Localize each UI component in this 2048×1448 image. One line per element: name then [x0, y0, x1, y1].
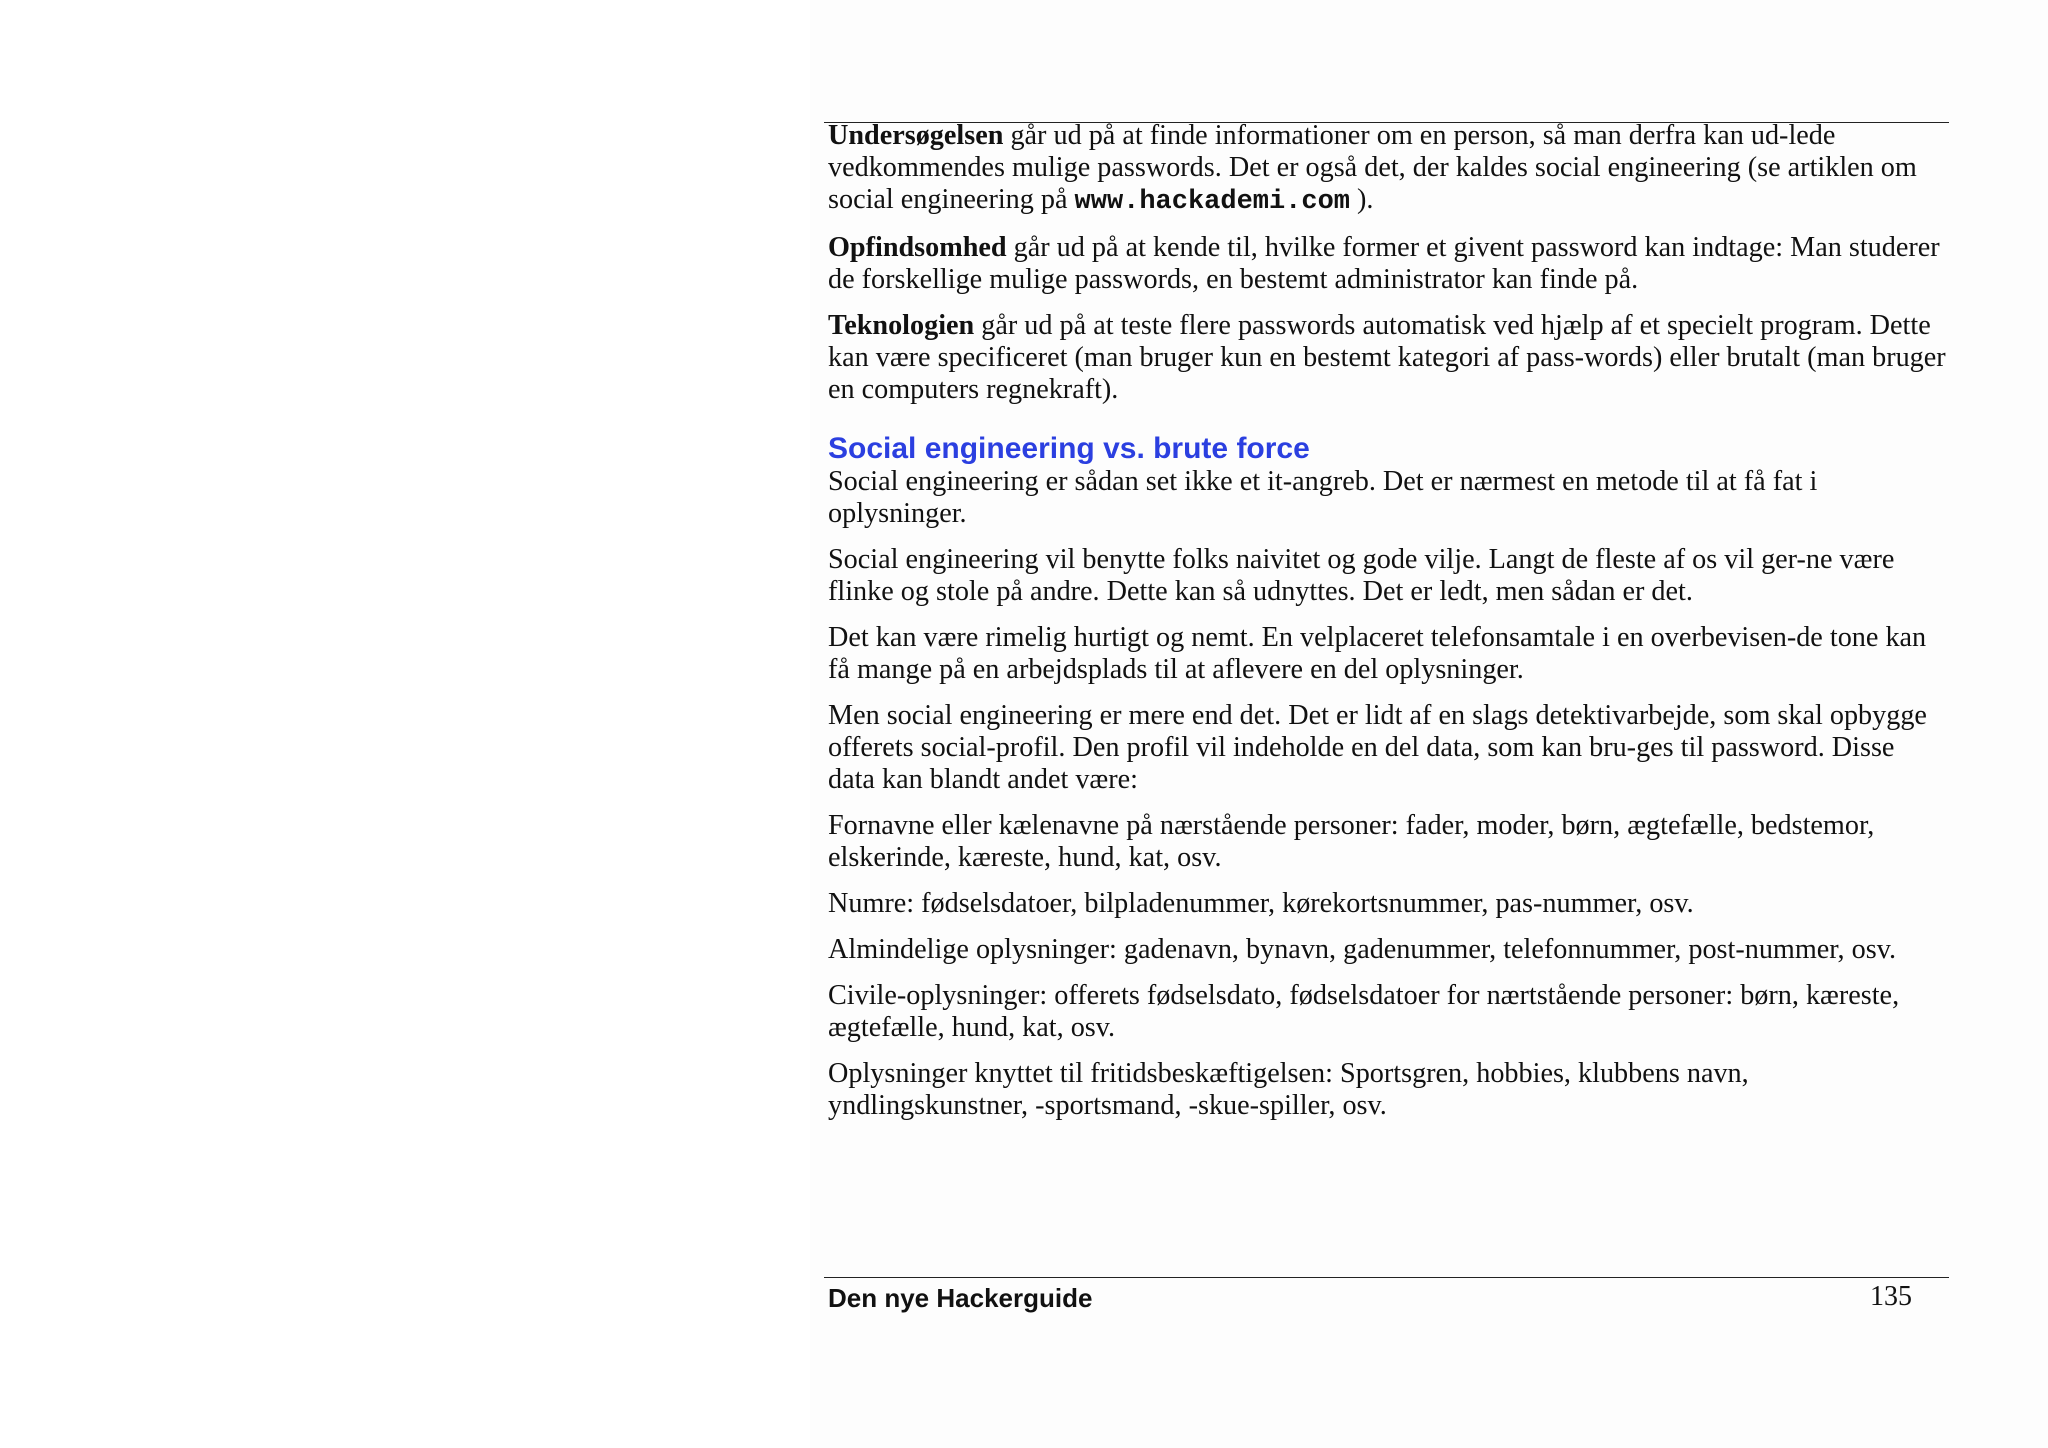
text-undersoegelsen-2: ).: [1350, 184, 1374, 215]
term-opfindsomhed: Opfindsomhed: [828, 232, 1007, 263]
term-teknologien: Teknologien: [828, 310, 975, 341]
footer-rule: [824, 1277, 1949, 1278]
page-body: [828, 120, 1948, 1136]
text-opfindsomhed: går ud på at kende til, hvilke former et givent password kan indtage: Man studerer de forskellige mulige passwords, en bestemt administrator kan finde på.: [828, 232, 1940, 295]
paragraph-teknologien: [828, 310, 1948, 406]
footer-book-title: Den nye Hackerguide: [828, 1283, 1093, 1313]
section-heading: Social engineering vs. brute force: [828, 432, 1310, 465]
list-paragraph: Civile-oplysninger: offerets fødselsdato, fødselsdatoer for nærtstående personer: børn, kæreste, ægtefælle, hund, kat, osv.: [828, 980, 1900, 1043]
hackademi-link[interactable]: www.hackademi.com: [1074, 187, 1350, 217]
list-paragraph: Fornavne eller kælenavne på nærstående personer: fader, moder, børn, ægtefælle, bedstemor, elskerinde, kæreste, hund, kat, osv.: [828, 810, 1875, 873]
paragraph: Det kan være rimelig hurtigt og nemt. En velplaceret telefonsamtale i en overbevisen-de tone kan få mange på en arbejdsplads til at aflevere en del oplysninger.: [828, 622, 1927, 685]
paragraph-opfindsomhed: [828, 232, 1948, 296]
list-paragraph: Oplysninger knyttet til fritidsbeskæftigelsen: Sportsgren, hobbies, klubbens navn, yndlingskunstner, -sportsmand, -skue-spiller, osv.: [828, 1058, 1749, 1121]
page-number: 135: [1870, 1281, 1912, 1312]
text-undersoegelsen-1: går ud på at finde informationer om en person, så man derfra kan ud-lede vedkommendes mulige passwords. Det er også det, der kaldes social engineering (se artiklen om social engineering på: [828, 120, 1917, 215]
text-teknologien: går ud på at teste flere passwords automatisk ved hjælp af et specielt program. Dette kan være specificeret (man bruger kun en bestemt kategori af pass-words) eller brutalt (man bruger en computers regnekraft).: [828, 310, 1946, 405]
list-paragraph: Numre: fødselsdatoer, bilpladenummer, kørekortsnummer, pas-nummer, osv.: [828, 888, 1694, 919]
term-undersoegelsen: Undersøgelsen: [828, 120, 1004, 151]
paragraph: Social engineering er sådan set ikke et it-angreb. Det er nærmest en metode til at få fat i oplysninger.: [828, 466, 1818, 529]
paragraph: Men social engineering er mere end det. Det er lidt af en slags detektivarbejde, som skal opbygge offerets social-profil. Den profil vil indeholde en del data, som kan bru-ges til password. Disse data kan blandt andet være:: [828, 700, 1927, 795]
list-paragraph: Almindelige oplysninger: gadenavn, bynavn, gadenummer, telefonnummer, post-nummer, osv.: [828, 934, 1897, 965]
paragraph: Social engineering vil benytte folks naivitet og gode vilje. Langt de fleste af os vil ger-ne være flinke og stole på andre. Dette kan så udnyttes. Det er ledt, men sådan er det.: [828, 544, 1895, 607]
paragraph-undersoegelsen: [828, 120, 1948, 218]
